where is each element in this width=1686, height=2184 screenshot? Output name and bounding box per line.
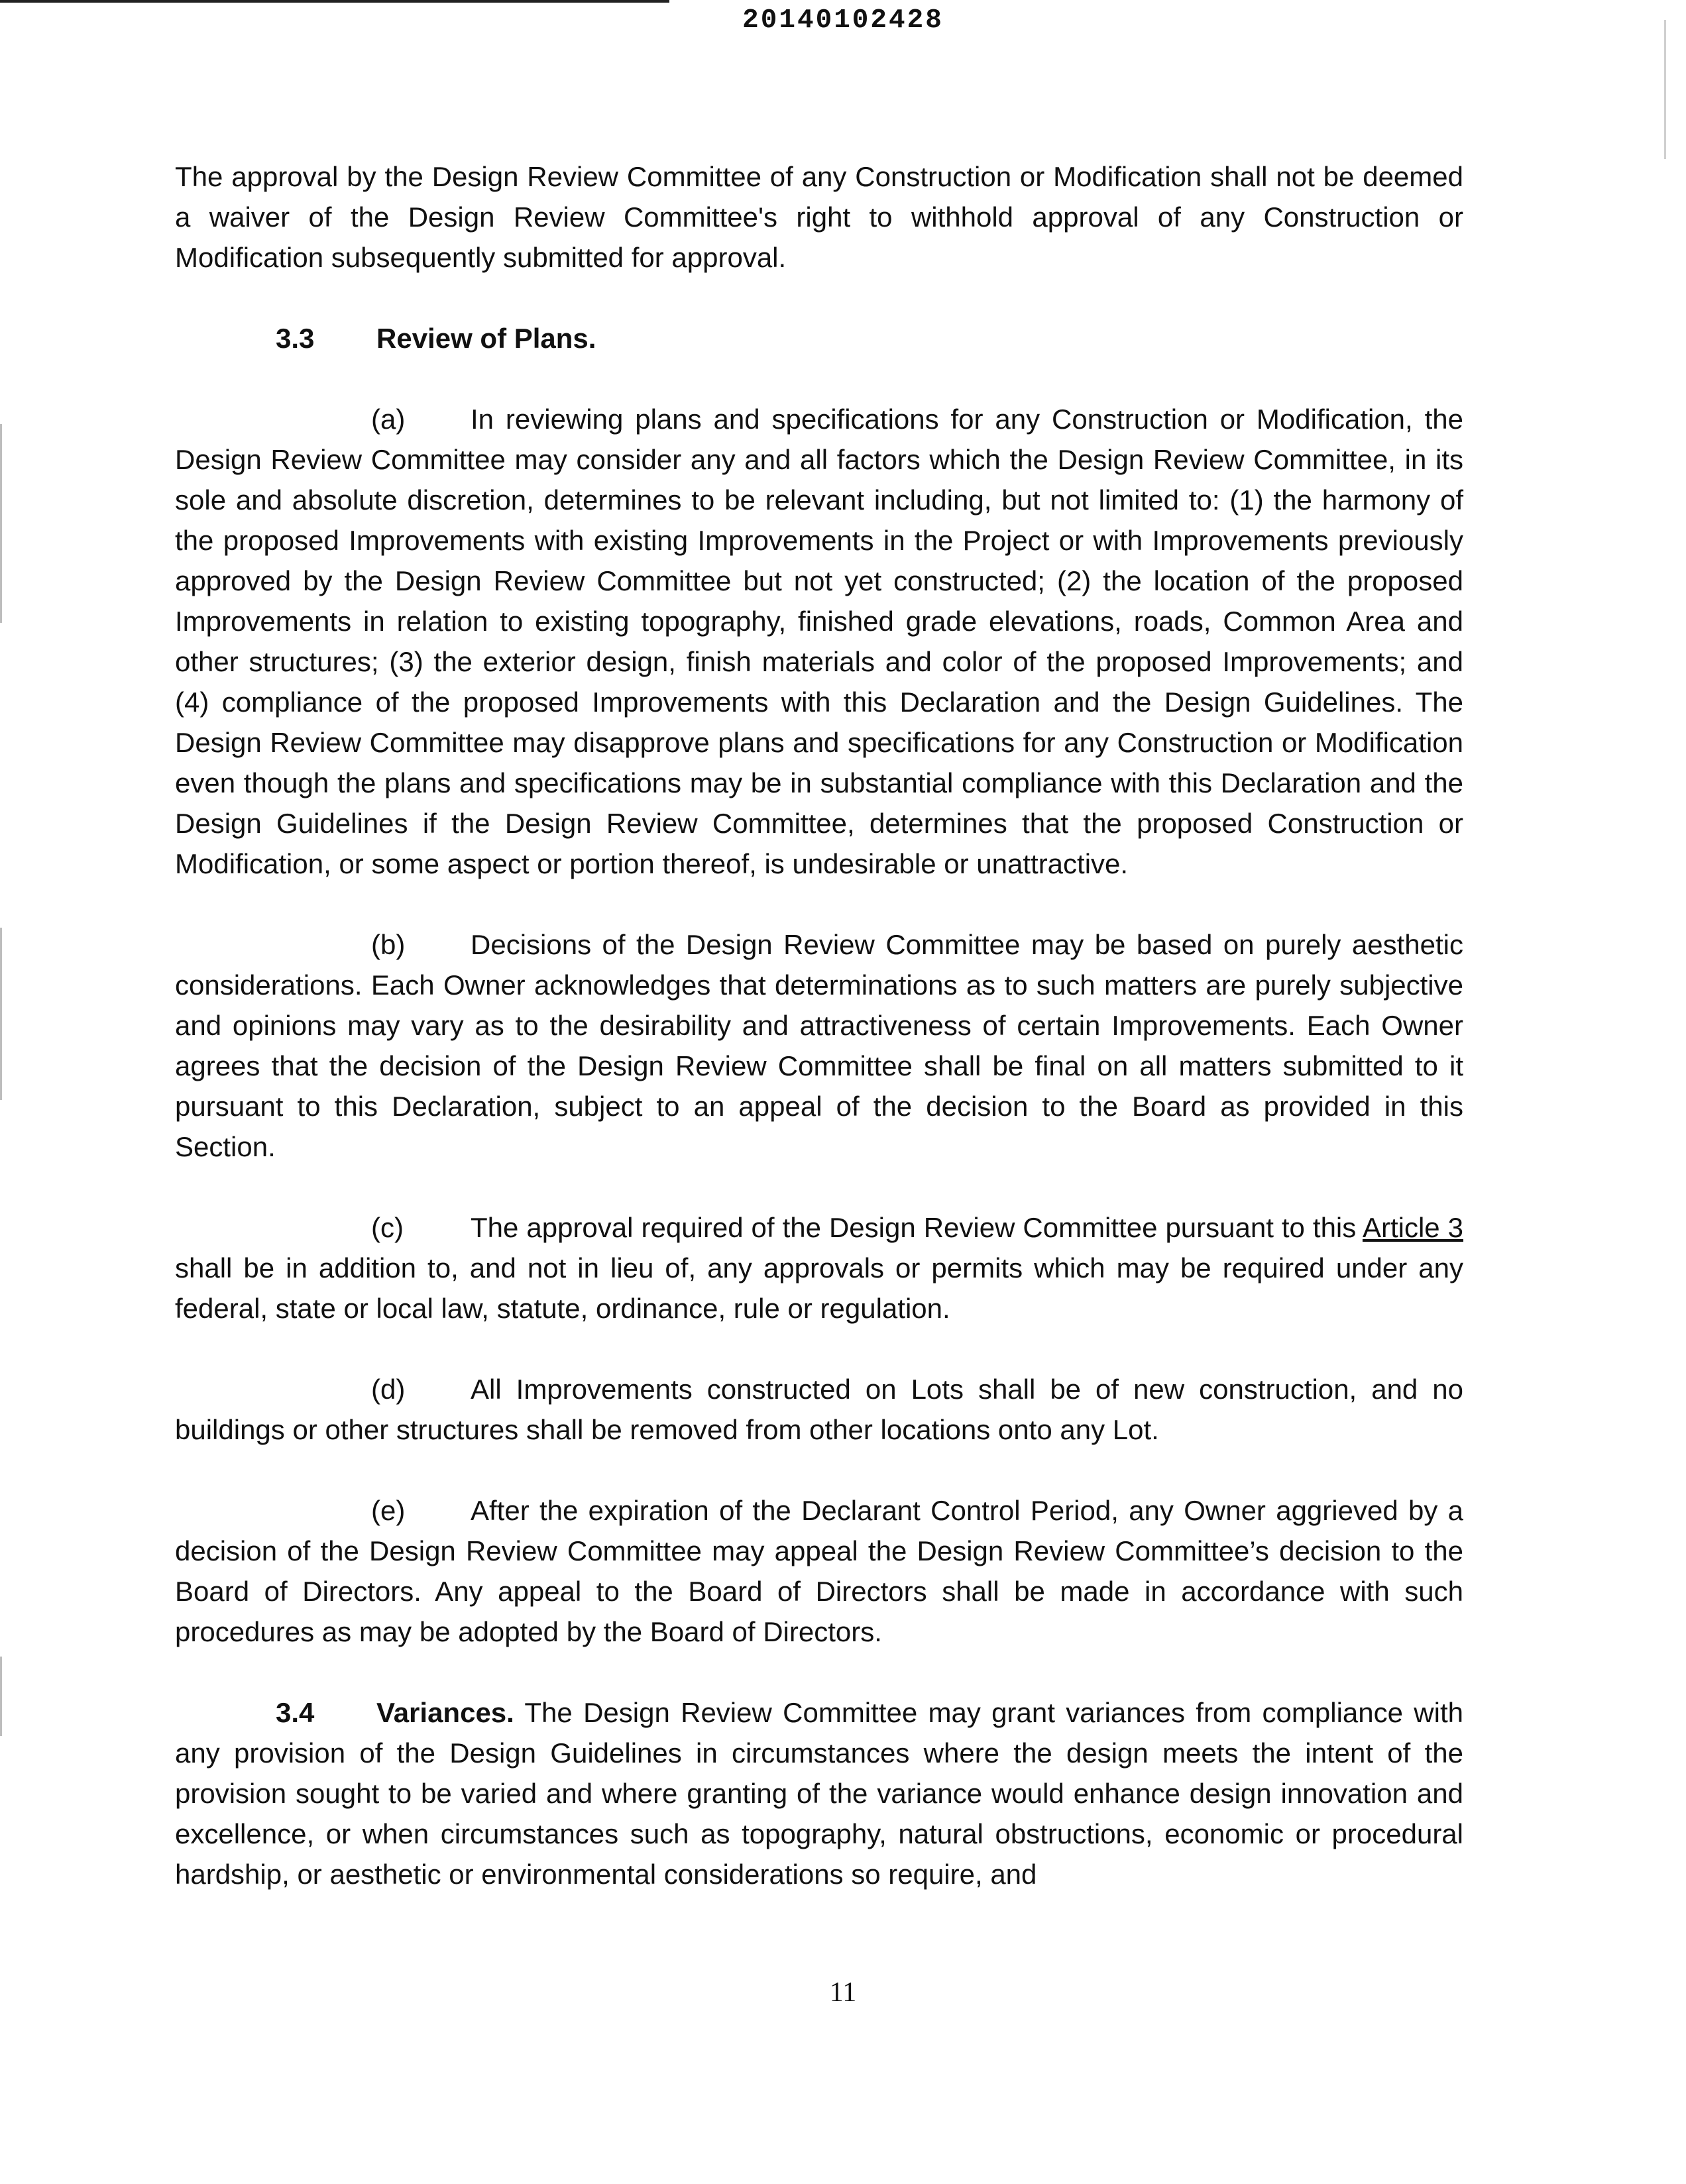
subsection-b — [175, 924, 1463, 1167]
section-3-4 — [175, 1692, 1463, 1894]
subsection-label: (a) — [371, 404, 406, 435]
subsection-label: (c) — [371, 1212, 404, 1243]
right-margin-mark — [1664, 20, 1666, 159]
article-3-reference: Article 3 — [1362, 1212, 1463, 1243]
intro-paragraph: The approval by the Design Review Committee of any Construction or Modification shall not be deemed a waiver of the Design Review Committee's right to withhold approval of any Construction or Modification subsequently submitted for approval. — [175, 161, 1463, 273]
section-3-3-heading — [175, 318, 1463, 358]
subsection-text: The approval required of the Design Review Committee pursuant to this — [471, 1212, 1357, 1243]
subsection-label: (e) — [371, 1495, 406, 1526]
section-text: The Design Review Committee may grant variances from compliance with any provision of the Design Guidelines in circumstances where the design meets the intent of the provision sought to be varied and where granting of the variance would enhance design innovation and excellence, or when circumstances such as topography, natural obstructions, economic or procedural hardship, or aesthetic or environmental considerations so require, and — [175, 1697, 1463, 1890]
subsection-d — [175, 1369, 1463, 1450]
page-number: 11 — [829, 1977, 857, 2008]
document-body — [175, 156, 1463, 1935]
subsection-c — [175, 1207, 1463, 1329]
left-margin-mark — [0, 1657, 2, 1736]
left-margin-mark — [0, 424, 2, 623]
subsection-text: Decisions of the Design Review Committee may be based on purely aesthetic considerations. Each Owner acknowledges that determinations as to such matters are purely subjective and opinions may vary as to the desirability and attractiveness of certain Improvements. Each Owner agrees that the decision of the Design Review Committee shall be final on all matters submitted to it pursuant to this Declaration, subject to an appeal of the decision to the Board as provided in this Section. — [175, 929, 1463, 1162]
subsection-text: After the expiration of the Declarant Control Period, any Owner aggrieved by a decision of the Design Review Committee may appeal the Design Review Committee’s decision to the Board of Directors. Any appeal to the Board of Directors shall be made in accordance with such procedures as may be adopted by the Board of Directors. — [175, 1495, 1463, 1647]
subsection-label: (d) — [371, 1374, 406, 1405]
section-number: 3.4 — [276, 1697, 315, 1728]
subsection-text: All Improvements constructed on Lots shall be of new construction, and no buildings or other structures shall be removed from other locations onto any Lot. — [175, 1374, 1463, 1445]
subsection-e — [175, 1490, 1463, 1652]
top-border-line — [0, 0, 669, 3]
subsection-label: (b) — [371, 929, 406, 960]
section-number: 3.3 — [276, 323, 315, 354]
subsection-text: shall be in addition to, and not in lieu of, any approvals or permits which may be required under any federal, state or local law, statute, ordinance, rule or regulation. — [175, 1252, 1463, 1324]
section-title: Review of Plans. — [376, 323, 596, 354]
subsection-a — [175, 399, 1463, 884]
subsection-text: In reviewing plans and specifications for any Construction or Modification, the Design Review Committee may consider any and all factors which the Design Review Committee, in its sole and absolute discretion, determines to be relevant including, but not limited to: (1) the harmony of the proposed Improvements with existing Improvements in the Project or with Improvements previously approved by the Design Review Committee but not yet constructed; (2) the location of the proposed Improvements in relation to existing topography, finished grade elevations, roads, Common Area and other structures; (3) the exterior design, finish materials and color of the proposed Improvements; and (4) compliance of the proposed Improvements with this Declaration and the Design Guidelines. The Design Review Committee may disapprove plans and specifications for any Construction or Modification even though the plans and specifications may be in substantial compliance with this Declaration and the Design Guidelines if the Design Review Committee, determines that the proposed Construction or Modification, or some aspect or portion thereof, is undesirable or unattractive. — [175, 404, 1463, 879]
document-number: 20140102428 — [742, 5, 944, 36]
section-title: Variances. — [376, 1697, 514, 1728]
left-margin-mark — [0, 928, 2, 1100]
